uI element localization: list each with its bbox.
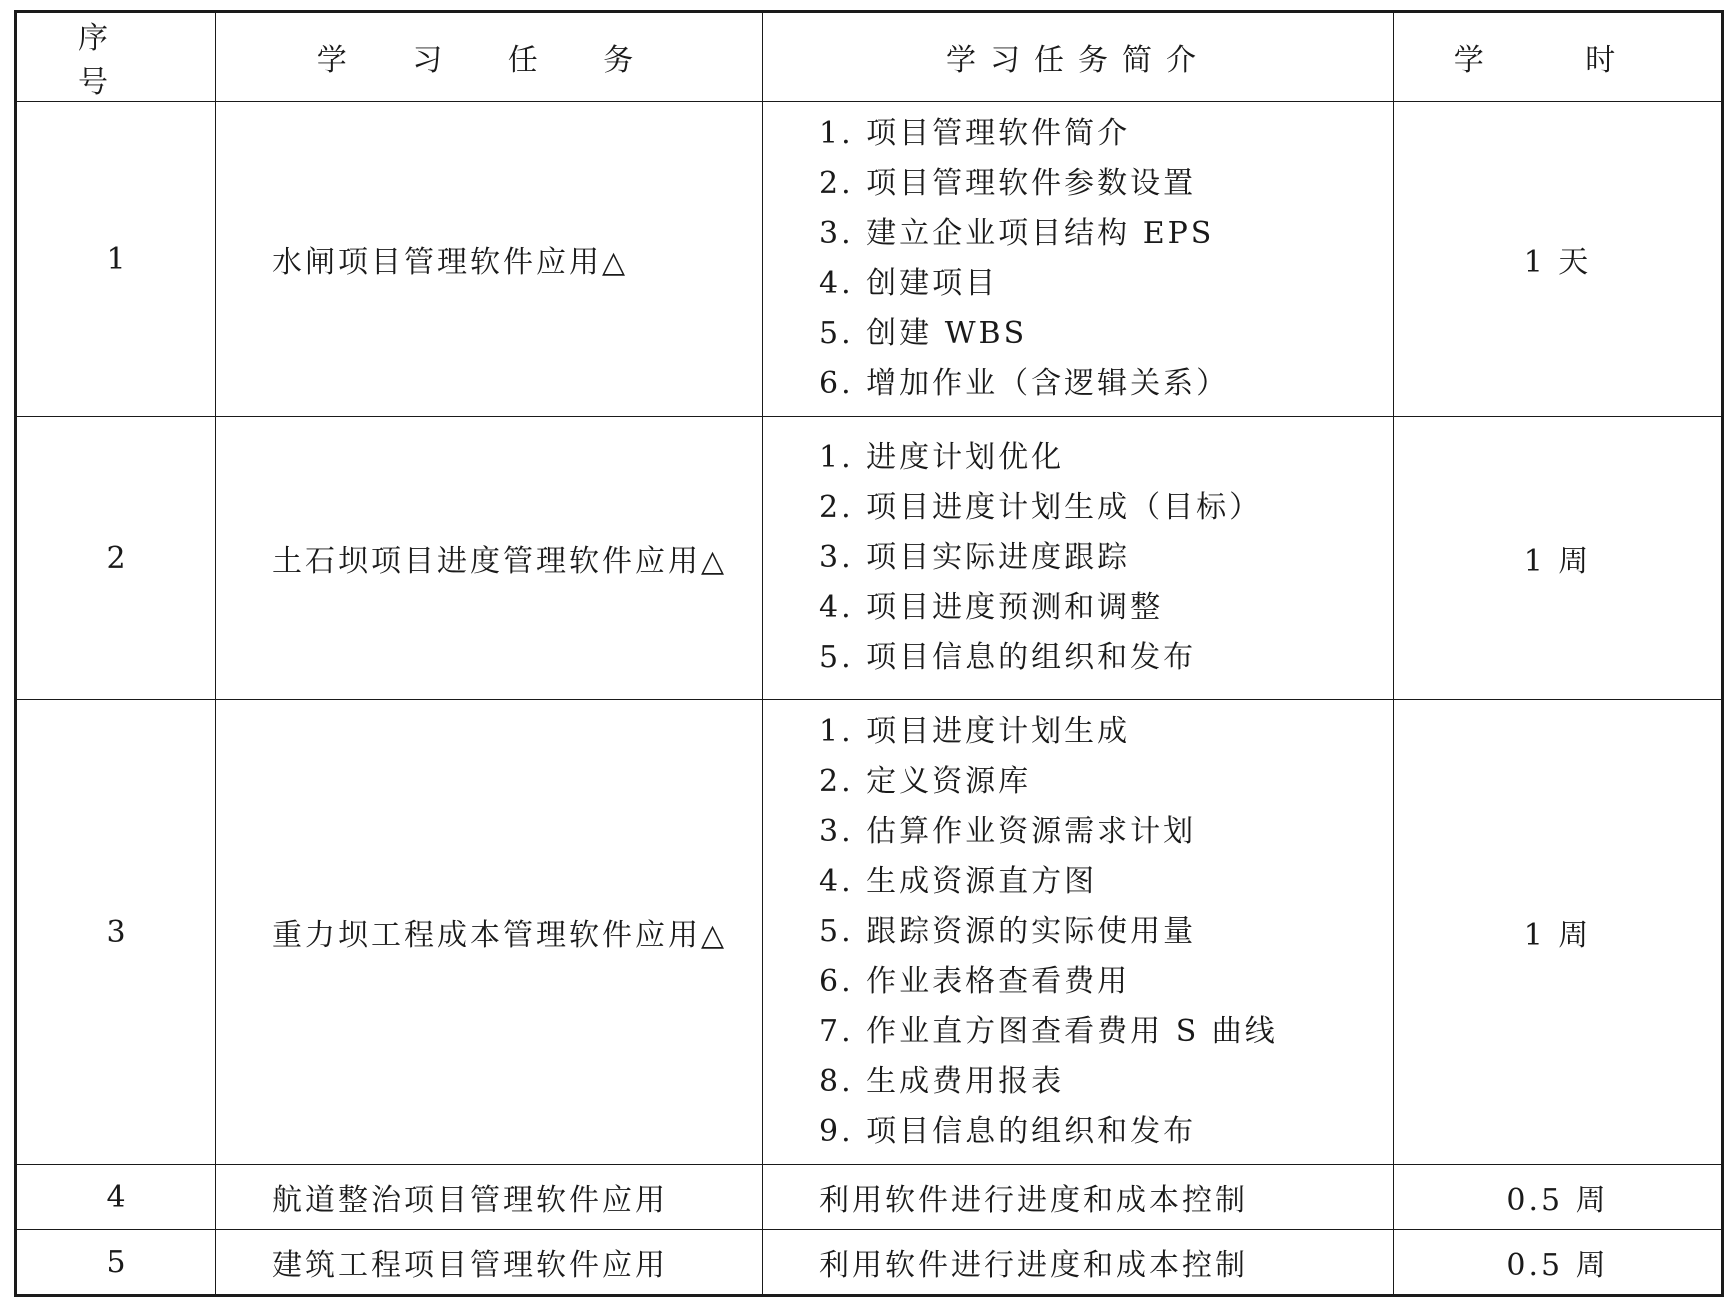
cell-task-description: 利用软件进行进度和成本控制 <box>763 1230 1394 1296</box>
cell-task-description <box>763 102 1394 417</box>
description-item: 2. 项目管理软件参数设置 <box>819 166 1197 201</box>
cell-serial-number: 5 <box>16 1230 216 1296</box>
table-row <box>16 1230 1723 1296</box>
header-serial-number: 序 号 <box>16 12 216 102</box>
cell-class-hours: 1 天 <box>1394 102 1723 417</box>
description-item: 1. 项目管理软件简介 <box>819 116 1131 151</box>
description-item: 9. 项目信息的组织和发布 <box>819 1114 1197 1149</box>
description-item: 3. 项目实际进度跟踪 <box>819 540 1131 575</box>
description-item: 4. 生成资源直方图 <box>819 864 1098 899</box>
description-item: 1. 进度计划优化 <box>819 440 1065 475</box>
description-item: 5. 创建 WBS <box>819 316 1028 351</box>
cell-learning-task: 建筑工程项目管理软件应用 <box>216 1230 763 1296</box>
description-item: 5. 跟踪资源的实际使用量 <box>819 914 1197 949</box>
cell-class-hours: 1 周 <box>1394 417 1723 700</box>
cell-serial-number: 3 <box>16 700 216 1165</box>
cell-class-hours: 1 周 <box>1394 700 1723 1165</box>
description-list <box>819 433 1393 683</box>
description-item: 8. 生成费用报表 <box>819 1064 1065 1099</box>
header-learning-task: 学 习 任 务 <box>216 12 763 102</box>
description-item: 1. 项目进度计划生成 <box>819 714 1131 749</box>
description-item: 2. 项目进度计划生成（目标） <box>819 490 1263 525</box>
cell-task-description: 利用软件进行进度和成本控制 <box>763 1165 1394 1230</box>
description-list <box>819 109 1393 409</box>
description-list <box>819 707 1393 1157</box>
table-row <box>16 1165 1723 1230</box>
header-row <box>16 12 1723 102</box>
header-task-description: 学习任务简介 <box>763 12 1394 102</box>
cell-task-description <box>763 417 1394 700</box>
cell-class-hours: 0.5 周 <box>1394 1230 1723 1296</box>
table-header <box>16 12 1723 102</box>
table-row <box>16 700 1723 1165</box>
description-item: 2. 定义资源库 <box>819 764 1032 799</box>
description-item: 5. 项目信息的组织和发布 <box>819 640 1197 675</box>
cell-class-hours: 0.5 周 <box>1394 1165 1723 1230</box>
description-item: 3. 建立企业项目结构 EPS <box>819 216 1215 251</box>
table-row <box>16 417 1723 700</box>
cell-learning-task: 重力坝工程成本管理软件应用△ <box>216 700 763 1165</box>
description-item: 4. 项目进度预测和调整 <box>819 590 1164 625</box>
table-body <box>16 102 1723 1296</box>
description-item: 7. 作业直方图查看费用 S 曲线 <box>819 1014 1278 1049</box>
course-schedule-table <box>14 10 1724 1297</box>
cell-learning-task: 航道整治项目管理软件应用 <box>216 1165 763 1230</box>
cell-serial-number: 2 <box>16 417 216 700</box>
cell-task-description <box>763 700 1394 1165</box>
cell-learning-task: 水闸项目管理软件应用△ <box>216 102 763 417</box>
cell-serial-number: 4 <box>16 1165 216 1230</box>
table-row <box>16 102 1723 417</box>
cell-serial-number: 1 <box>16 102 216 417</box>
description-item: 6. 增加作业（含逻辑关系） <box>819 366 1230 401</box>
description-item: 3. 估算作业资源需求计划 <box>819 814 1197 849</box>
header-class-hours: 学 时 <box>1394 12 1723 102</box>
cell-learning-task: 土石坝项目进度管理软件应用△ <box>216 417 763 700</box>
description-item: 4. 创建项目 <box>819 266 999 301</box>
description-item: 6. 作业表格查看费用 <box>819 964 1131 999</box>
